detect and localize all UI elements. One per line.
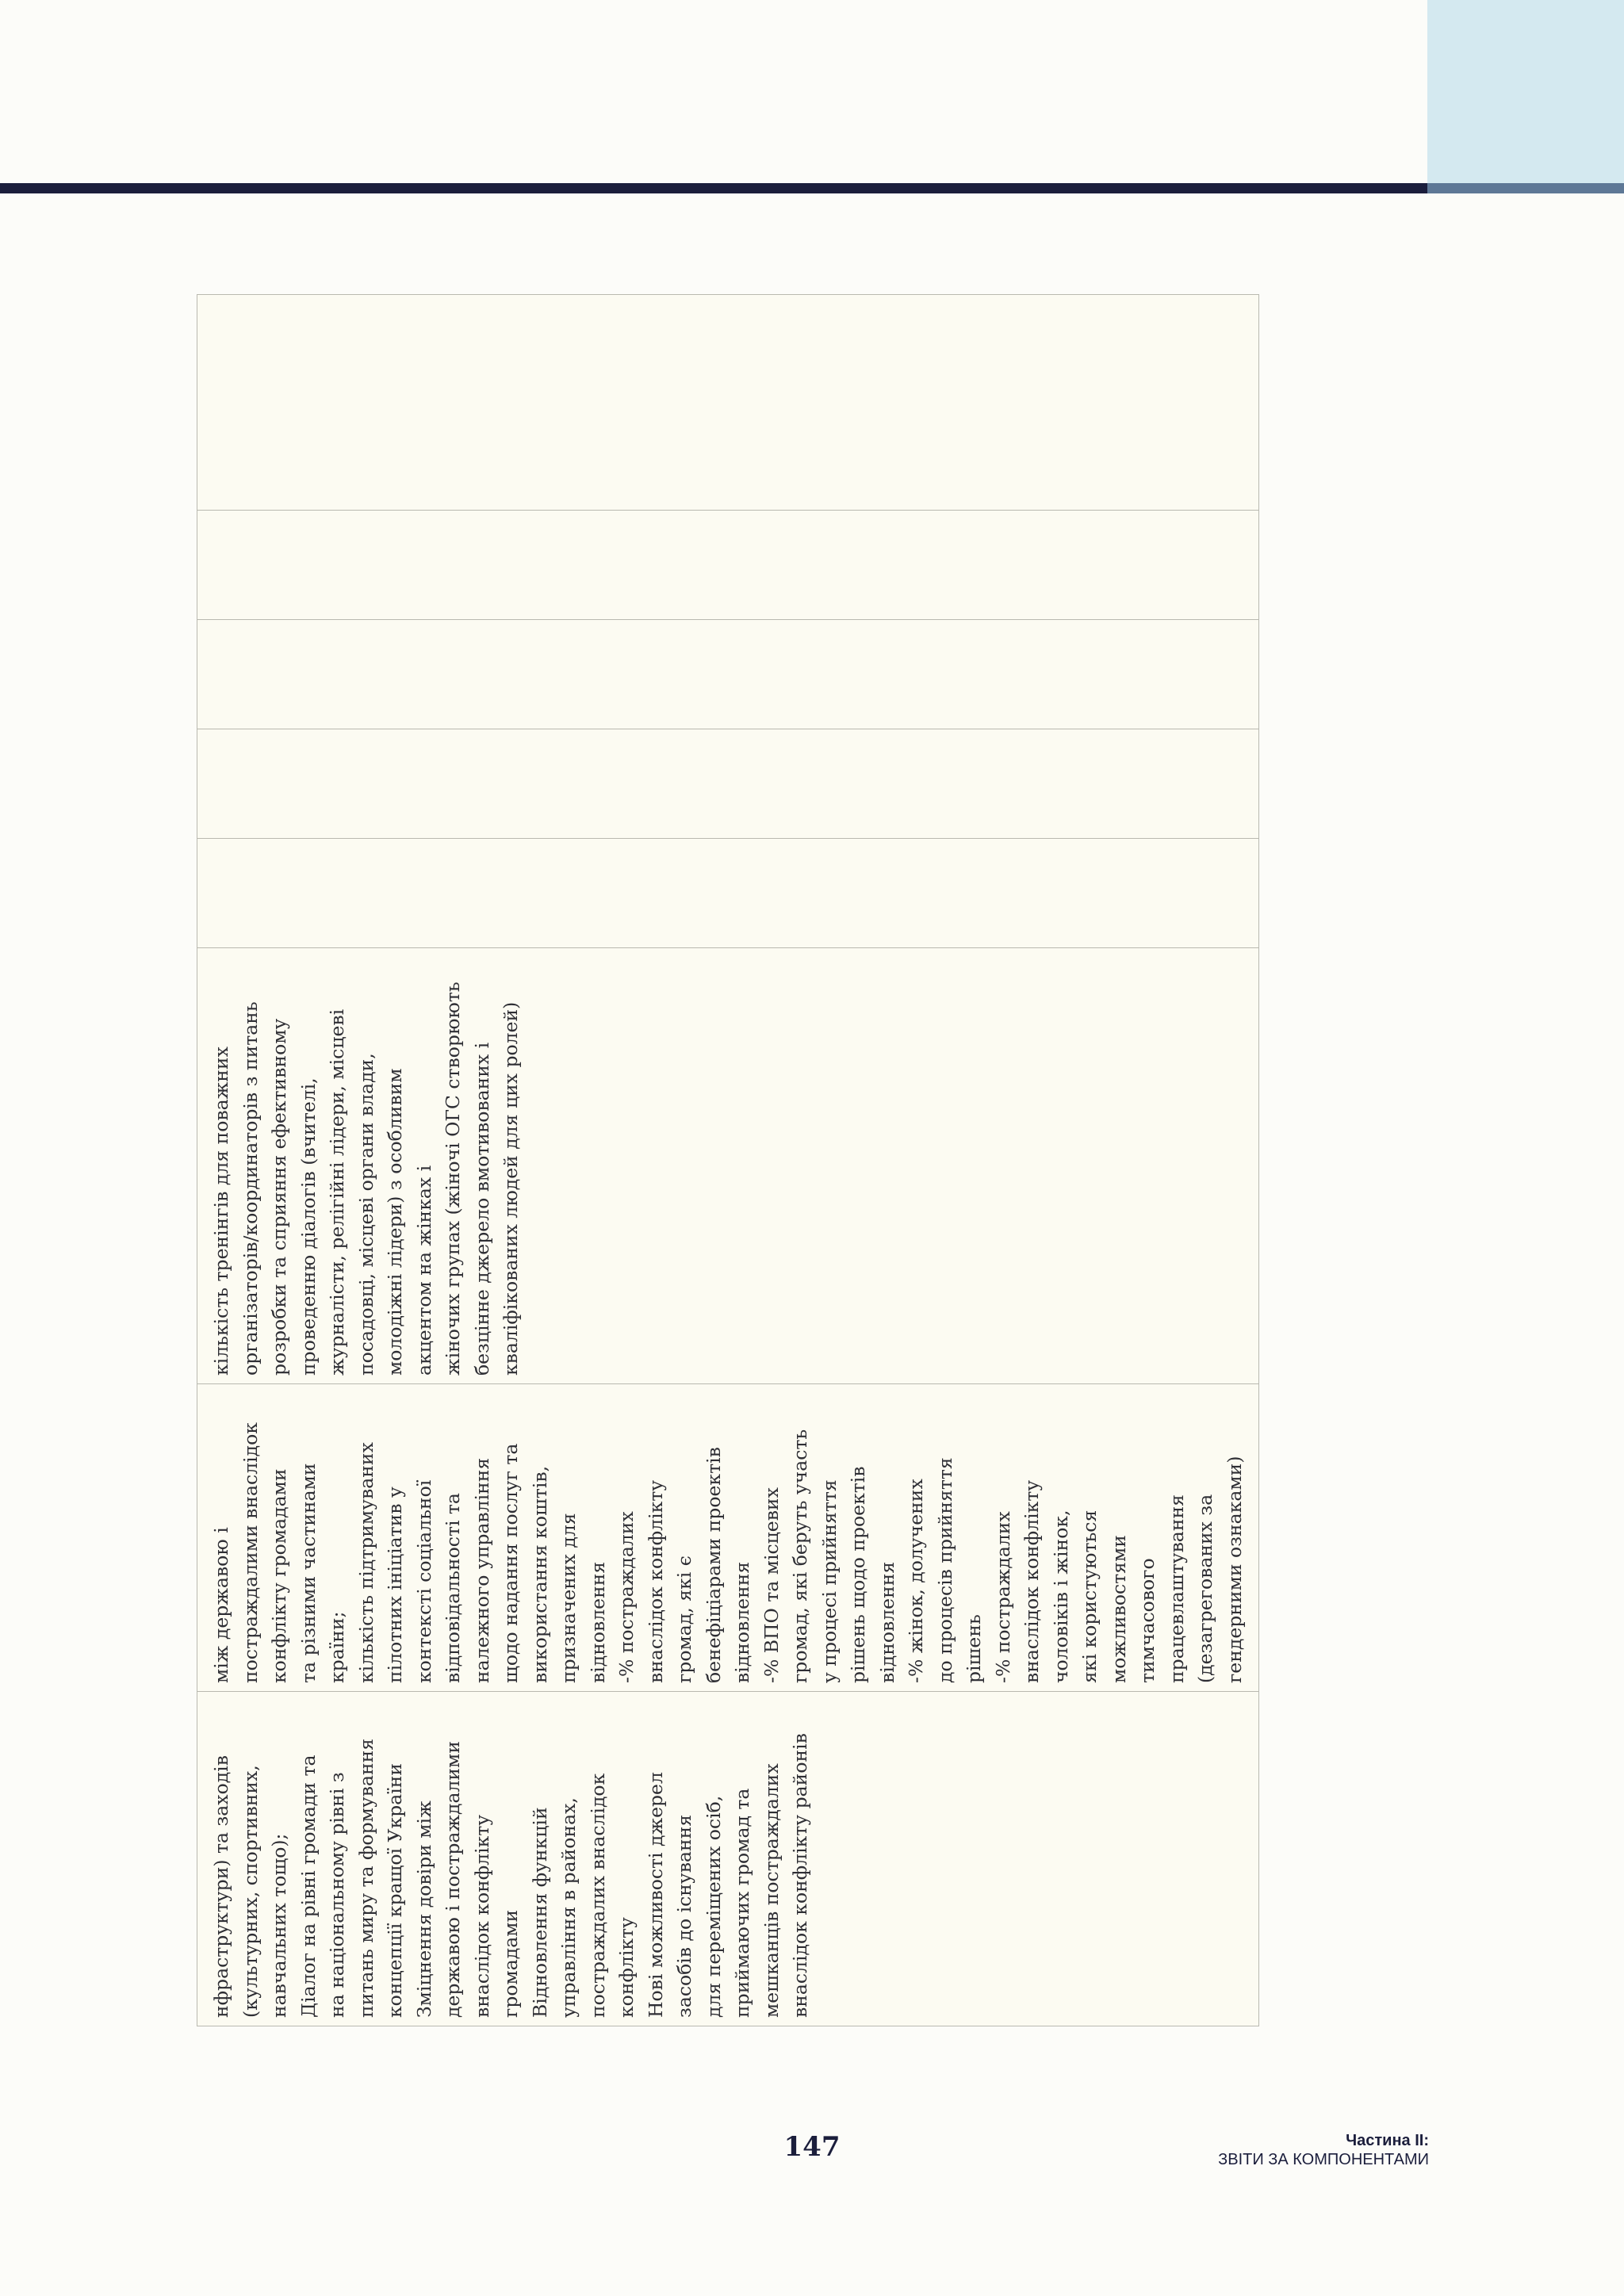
header-rule-accent <box>1427 183 1624 193</box>
empty-cell <box>197 295 1259 511</box>
footer-part-label: Частина II: <box>1346 2132 1429 2149</box>
empty-cell <box>197 620 1259 729</box>
empty-cell <box>197 729 1259 839</box>
indicators-cell: між державою і постраждалими внаслідок конфлікту громадами та різними частинами країни; кількість підтримуваних пілотних ініціатив у контексті соціальної відповідальності та належного управління щодо надання послуг та використання коштів, призначених для відновлення -% постраждалих внаслідок конфлікту громад, які є бенефіціарами проектів відновлення -% ВПО та місцевих громад, які беруть участь у процесі прийняття рішень щодо проектів відновлення -% жінок, долучених до процесів прийняття рішень -% постраждалих внаслідок конфлікту чоловіків і жінок, які користуються можливостями тимчасового працевлаштування (дезагрегованих за гендерними ознаками) <box>197 1384 1259 1692</box>
empty-cell <box>197 839 1259 948</box>
header-rule <box>0 183 1427 193</box>
page-number: 147 <box>783 2131 841 2163</box>
outcomes-cell: нфраструктури) та заходів (культурних, спортивних, навчальних тощо); Діалог на рівні громади та на національному рівні з питань миру та формування концепції кращої України Зміцнення довіри між державою і постраждалими внаслідок конфлікту громадами Відновлення функцій управління в районах, постраждалих внаслідок конфлікту Нові можливості джерел засобів до існування для переміщених осіб, приймаючих громад та мешканців постраждалих внаслідок конфлікту районів <box>197 1692 1259 2026</box>
table-row <box>197 295 1259 2026</box>
corner-color-block <box>1427 0 1624 184</box>
activities-cell: кількість тренінгів для поважних організаторів/координаторів з питань розробки та сприяння ефективному проведенню діалогів (вчителі, журналісти, релігійні лідери, місцеві посадовці, місцеві органи влади, молодіжні лідери) з особливим акцентом на жінках і жіночих групах (жіночі ОГС створюють безцінне джерело вмотивованих і кваліфікованих людей для цих ролей) <box>197 948 1259 1384</box>
footer-section-label: ЗВІТИ ЗА КОМПОНЕНТАМИ <box>1218 2151 1429 2168</box>
rotated-table-container <box>197 295 1246 2026</box>
empty-cell <box>197 511 1259 620</box>
results-table <box>197 294 1259 2026</box>
